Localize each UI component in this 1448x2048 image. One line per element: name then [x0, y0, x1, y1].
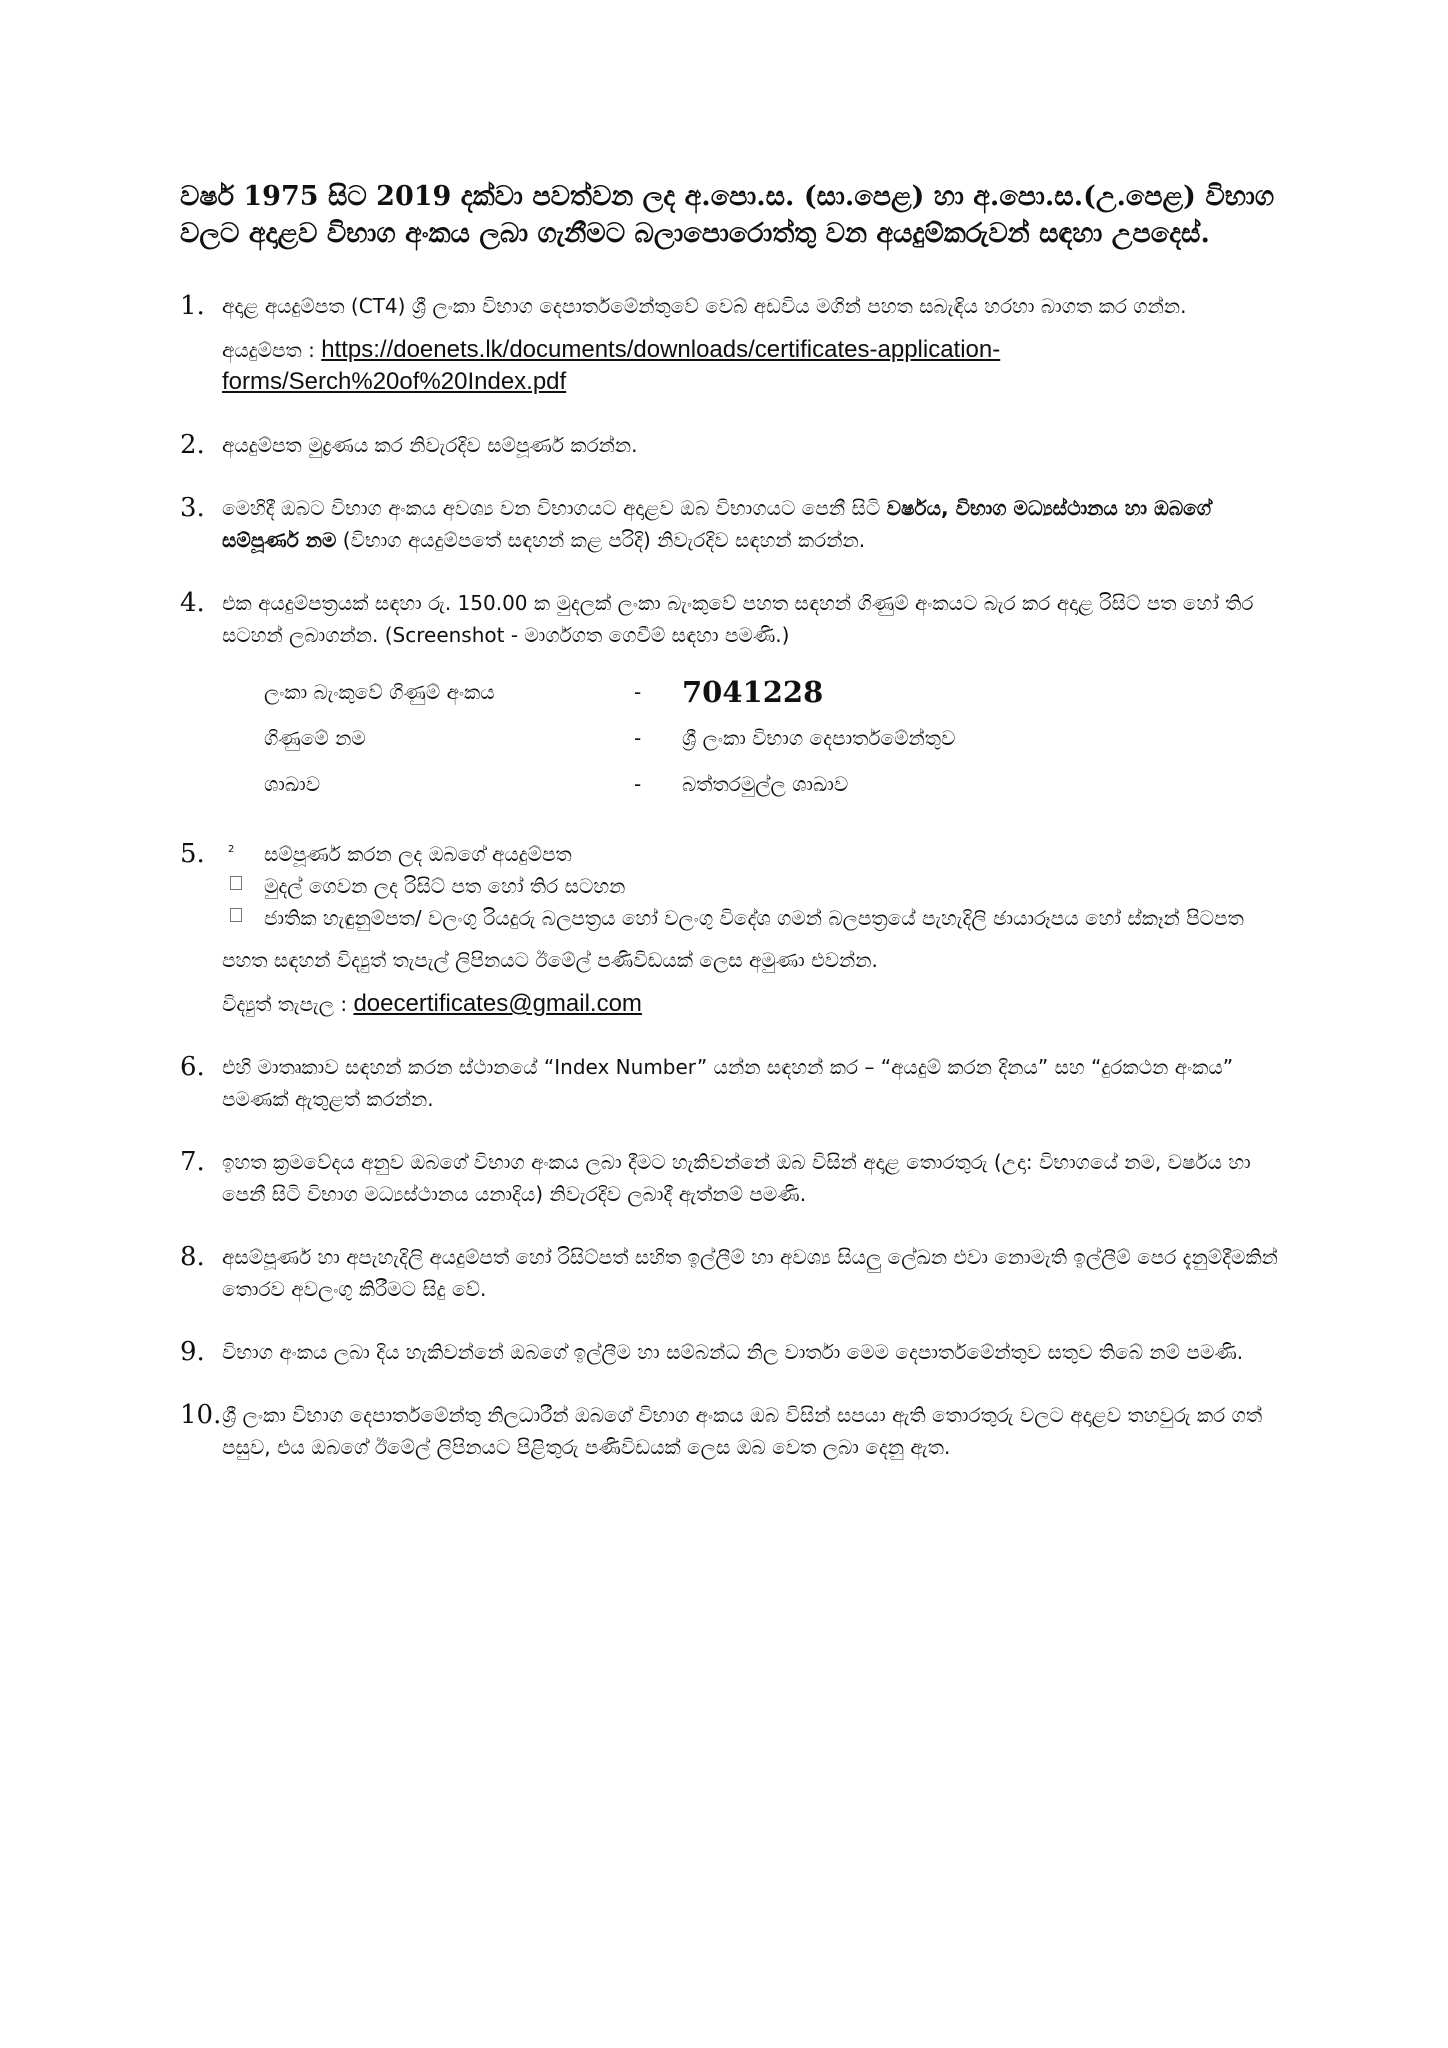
- bank-label: ලංකා බැංකුවේ ගිණුම් අංකය: [264, 680, 495, 704]
- attachment-item: [222, 870, 1290, 902]
- attachments-list: [222, 838, 1290, 934]
- list-item-10: [180, 1399, 1290, 1463]
- item-number: 2.: [180, 430, 205, 460]
- branch-name: බත්තරමුල්ල ශාඛාව: [682, 772, 849, 796]
- item-text-bold: වර්ෂය, විභාග මධ්‍යස්ථානය හා ඔබගේ සම්පූර්ණ නම: [222, 496, 1212, 552]
- item-text-part: මෙහිදී ඔබට විභාග අංකය අවශ්‍ය වන විභාගයට අදාළව ඔබ විභාගයට පෙනී සිටි: [222, 496, 887, 520]
- email-line: [222, 988, 1290, 1020]
- document-page: [180, 178, 1290, 1494]
- item-text: අදාළ අයදුම්පත (CT4) ශ්‍රී ලංකා විභාග දෙපාර්තමේන්තුවේ වෙබ් අඩවිය මගින් පහත සබැඳිය හරහා බාගත කර ගන්න.: [222, 294, 1187, 318]
- attachment-text: සම්පූර්ණ කරන ලද ඔබගේ අයදුම්පත: [264, 842, 572, 866]
- item-number: 10.: [180, 1400, 222, 1430]
- list-item-1: [180, 290, 1290, 398]
- item-text: එහි මාතෘකාව සඳහන් කරන ස්ථානයේ “Index Number” යන්න සඳහන් කර – “අයදුම් කරන දිනය” සහ “දුරකථන අංකය” පමණක් ඇතුළත් කරන්න.: [222, 1055, 1234, 1111]
- item-number: 8.: [180, 1242, 205, 1272]
- bank-label: ශාඛාව: [264, 772, 321, 796]
- list-item-5: [180, 838, 1290, 1020]
- list-item-2: [180, 429, 1290, 461]
- item-text: එක අයදුම්පත්‍රයක් සඳහා රු. 150.00 ක මුදලක් ලංකා බැංකුවේ පහත සඳහන් ගිණුම් අංකයට බැර කර අදාළ රිසිට් පත හෝ තිර සටහන් ලබාගන්න. (Screenshot - මාර්ගගත ගෙවීම් සඳහා පමණි.): [222, 591, 1254, 647]
- email-label: විද්‍යුත් තැපැල :: [222, 992, 348, 1016]
- bank-dash: -: [634, 772, 642, 796]
- list-item-9: [180, 1336, 1290, 1368]
- item-number: 4.: [180, 588, 205, 618]
- attachment-text: ජාතික හැඳුනුම්පත/ වලංගු රියදුරු බලපත්‍රය හෝ වලංගු විදේශ ගමන් බලපත්‍රයේ පැහැදිලි ඡායාරූපය හෝ ස්කෑන් පිටපත: [264, 906, 1244, 930]
- item-text: විභාග අංකය ලබා දිය හැකිවන්නේ ඔබගේ ඉල්ලීම හා සම්බන්ධ නිල වාර්තා මෙම දෙපාර්තමේන්තුව සතුව තිබේ නම් පමණි.: [222, 1340, 1244, 1364]
- table-row: [264, 669, 955, 715]
- list-item-4: [180, 587, 1290, 807]
- item-text-part: (විභාග අයදුම්පතේ සඳහන් කළ පරිදි) නිවැරදිව සඳහන් කරන්න.: [336, 528, 866, 552]
- account-number: 7041228: [682, 675, 824, 709]
- list-item-3: [180, 492, 1290, 556]
- form-download-link[interactable]: https://doenets.lk/documents/downloads/certificates-application-forms/Serch%20of%20Index.pdf: [222, 336, 1001, 395]
- account-name: ශ්‍රී ලංකා විභාග දෙපාර්තමේන්තුව: [682, 726, 956, 750]
- bank-label: ගිණුමේ නම: [264, 726, 366, 750]
- item-text: ඉහත ක්‍රමවේදය අනුව ඔබගේ විභාග අංකය ලබා දීමට හැකිවන්නේ ඔබ විසින් අදාළ තොරතුරු (උදා: විභාගයේ නම, වර්ෂය හා පෙනී සිටි විභාග මධ්‍යස්ථානය යනාදිය) නිවැරදිව ලබාදී ඇත්නම් පමණි.: [222, 1150, 1251, 1206]
- item-number: 5.: [180, 839, 205, 869]
- item-number: 6.: [180, 1052, 205, 1082]
- attachment-item: [222, 838, 1290, 870]
- item-number: 3.: [180, 493, 205, 523]
- item-text: අයදුම්පත මුද්‍රණය කර නිවැරදිව සම්පූර්ණ කරන්න.: [222, 433, 638, 457]
- item-number: 9.: [180, 1337, 205, 1367]
- checkbox-icon: [230, 908, 242, 922]
- form-label: අයදුම්පත :: [222, 338, 315, 362]
- bullet-marker: 2: [228, 844, 235, 855]
- send-instruction: පහත සඳහන් විද්‍යුත් තැපැල් ලිපිනයට ඊමේල් පණිවිඩයක් ලෙස අමුණා එවන්න.: [222, 948, 878, 972]
- item-text: [222, 492, 1290, 556]
- email-link[interactable]: doecertificates@gmail.com: [353, 990, 642, 1017]
- bank-dash: -: [634, 726, 642, 750]
- table-row: [264, 761, 955, 807]
- attachment-text: මුදල් ගෙවන ලද රිසිට් පත හෝ තිර සටහන: [264, 874, 626, 898]
- bank-dash: -: [634, 680, 642, 704]
- item-number: 1.: [180, 291, 205, 321]
- document-title: වර්ෂ 1975 සිට 2019 දක්වා පවත්වන ලද අ.පො.ස. (සා.පෙළ) හා අ.පො.ස.(උ.පෙළ) විභාග වලට අදාළව විභාග අංකය ලබා ගැනීමට බලාපොරොත්තු වන අයදුම්කරුවන් සඳහා උපදෙස්.: [180, 181, 1275, 249]
- item-text: අසම්පූර්ණ හා අපැහැදිලි අයදුම්පත් හෝ රිසිට්පත් සහිත ඉල්ලීම් හා අවශ්‍ය සියලු ලේඛන එවා නොමැති ඉල්ලීම් පෙර දැනුම්දීමකින් තොරව අවලංගු කිරීමට සිදු වේ.: [222, 1245, 1278, 1301]
- attachment-item: [222, 902, 1290, 934]
- list-item-7: [180, 1146, 1290, 1210]
- bank-details-table: [264, 669, 955, 807]
- list-item-8: [180, 1241, 1290, 1305]
- form-line: [222, 334, 1290, 398]
- table-row: [264, 715, 955, 761]
- item-number: 7.: [180, 1147, 205, 1177]
- checkbox-icon: [230, 876, 242, 890]
- item-text: ශ්‍රී ලංකා විභාග දෙපාර්තමේන්තු නිලධාරීන් ඔබගේ විභාග අංකය ඔබ විසින් සපයා ඇති තොරතුරු වලට අදාළව තහවුරු කර ගත් පසුව, එය ඔබගේ ඊමේල් ලිපිනයට පිළිතුරු පණිවිඩයක් ලෙස ඔබ වෙත ලබා දෙනු ඇත.: [222, 1403, 1263, 1459]
- list-item-6: [180, 1051, 1290, 1115]
